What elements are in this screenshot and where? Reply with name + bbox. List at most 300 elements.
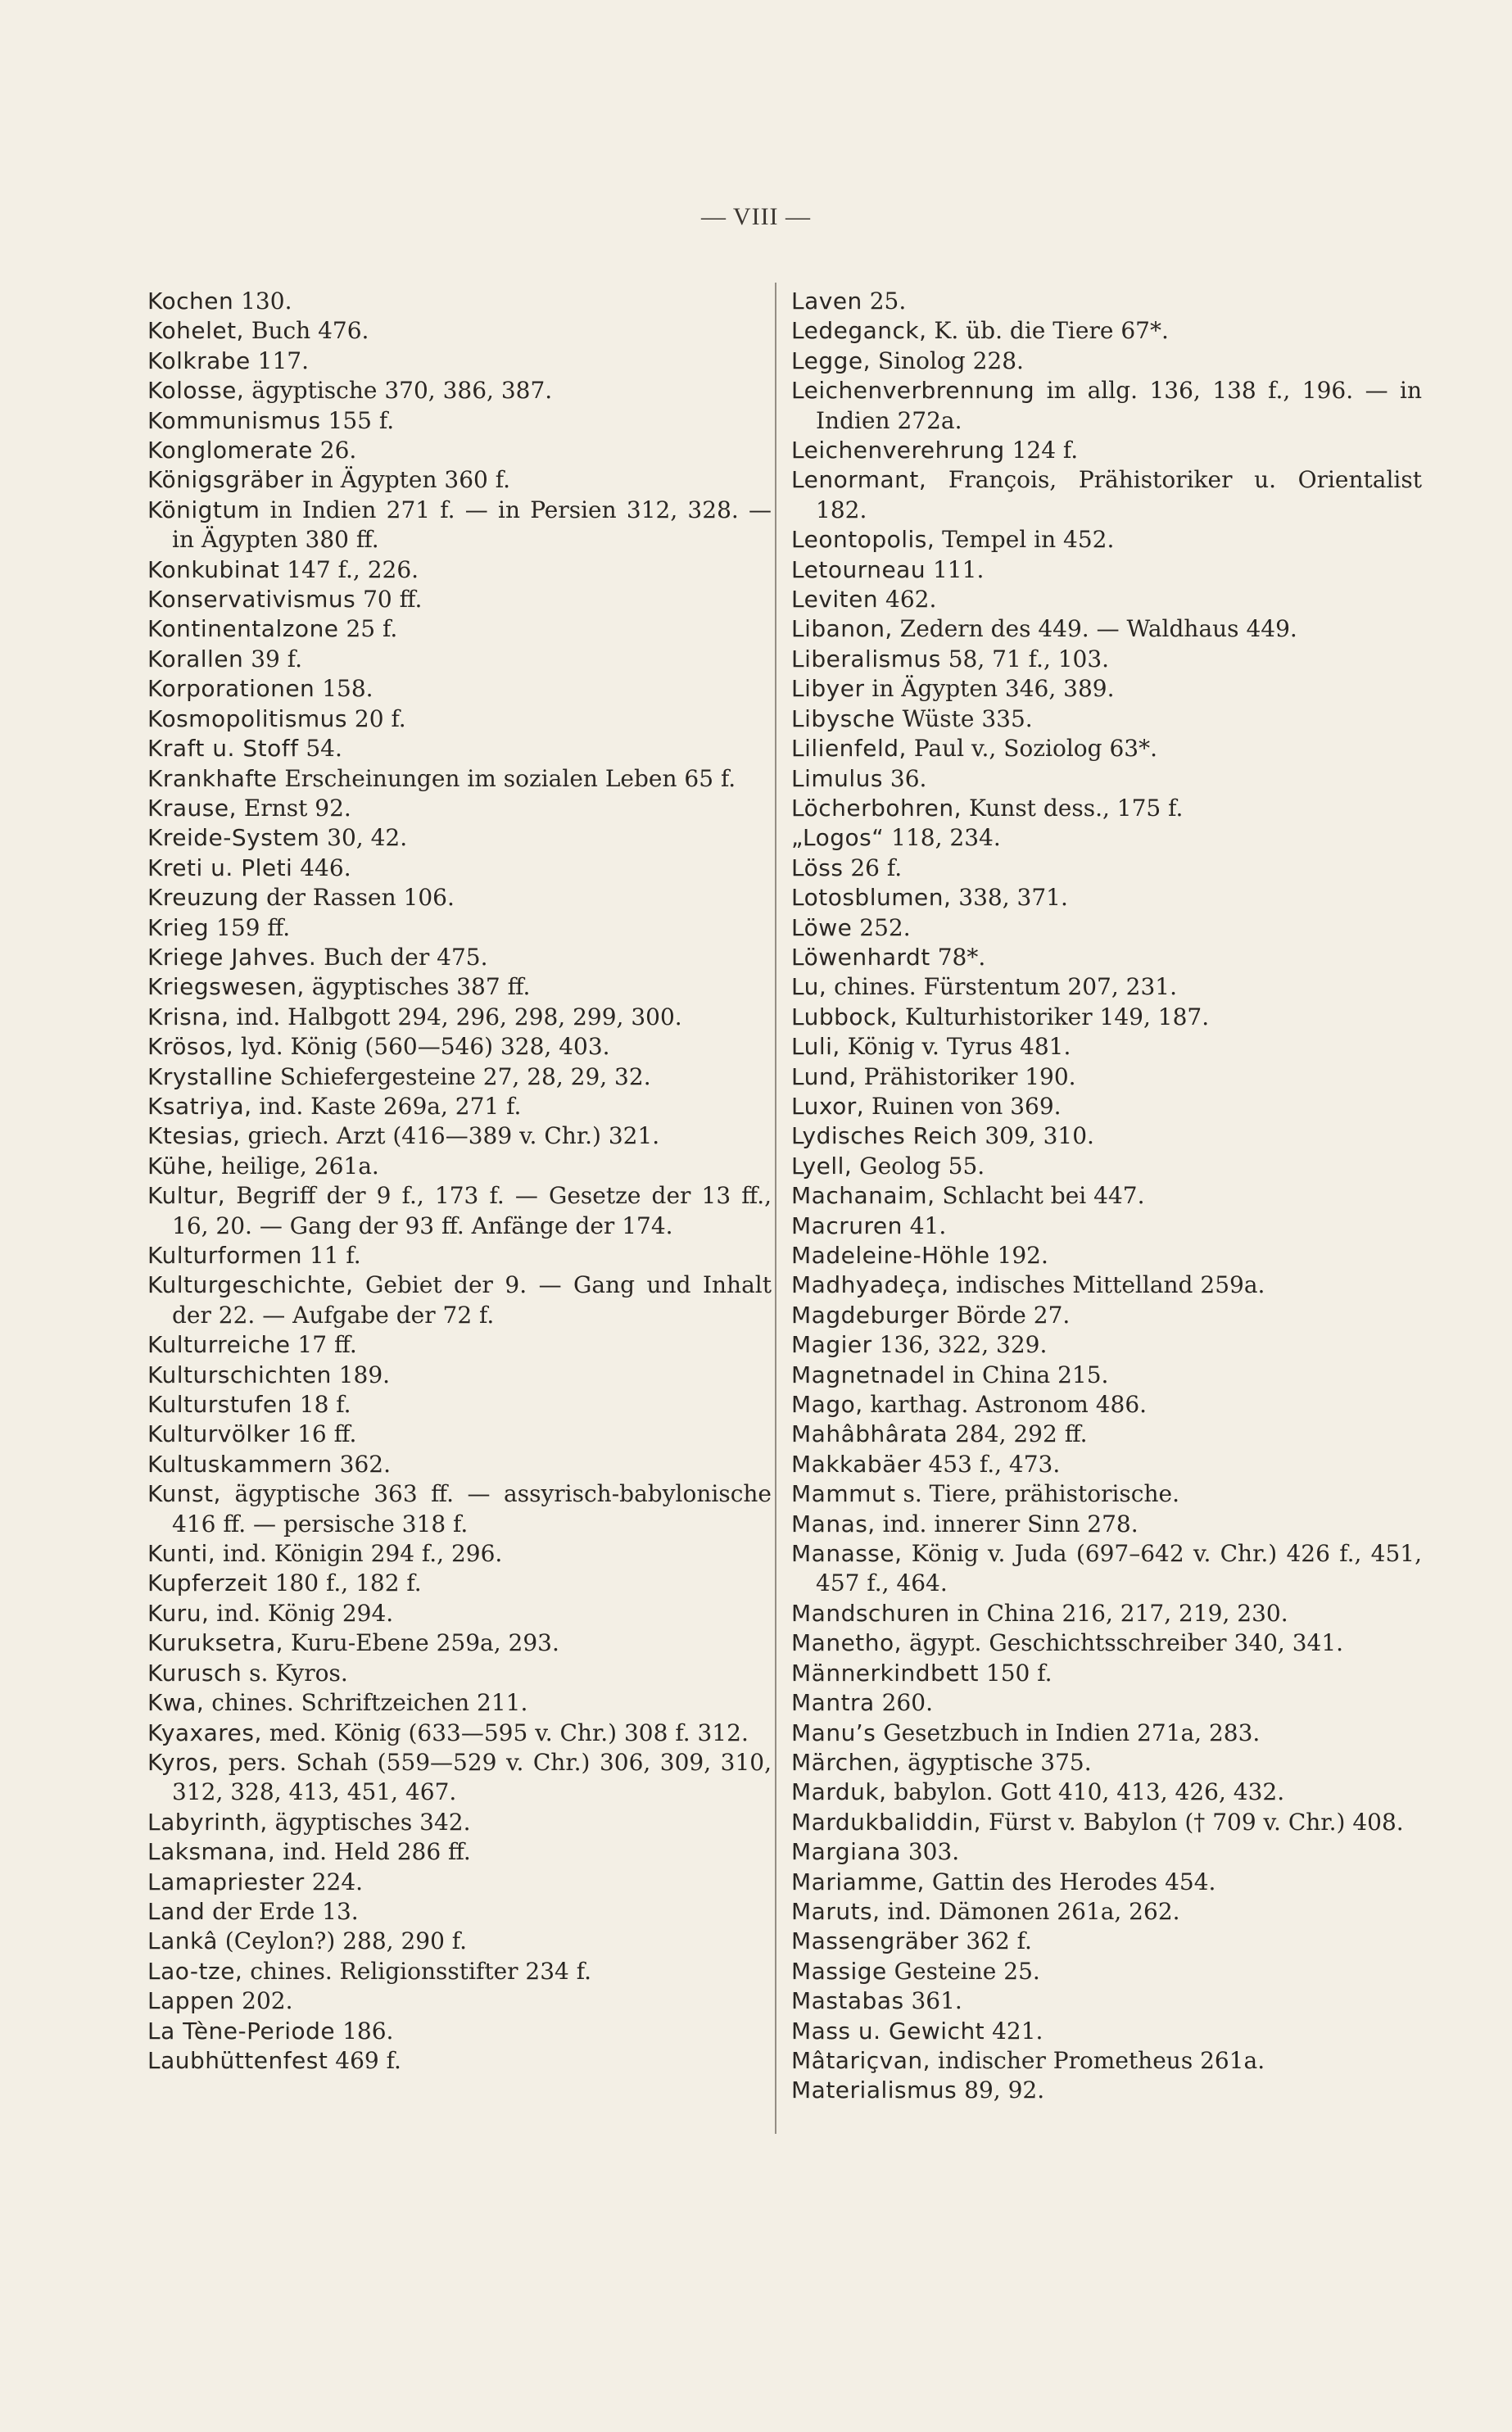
index-column-right <box>791 287 1422 2106</box>
index-entry <box>147 1390 772 1420</box>
index-entry <box>791 287 1422 316</box>
entry-references: ägyptische 370, 386, 387. <box>244 377 553 405</box>
index-entry <box>791 1986 1422 2016</box>
index-entry <box>147 1152 772 1181</box>
index-entry <box>147 1719 772 1748</box>
index-entry <box>791 913 1422 943</box>
entry-headword: Kyros, <box>147 1748 220 1776</box>
index-entry <box>147 1062 772 1092</box>
entry-references: 39 f. <box>243 645 303 673</box>
index-entry <box>791 1361 1422 1390</box>
entry-references: K. üb. die Tiere 67*. <box>926 317 1169 345</box>
entry-references: Kuru-Ebene 259a, 293. <box>283 1629 559 1657</box>
entry-headword: Kreuzung <box>147 884 260 912</box>
index-entry <box>791 1510 1422 1539</box>
entry-headword: Mahâbhârata <box>791 1420 948 1448</box>
entry-references: 260. <box>874 1689 933 1717</box>
entry-references: 462. <box>878 586 937 614</box>
entry-headword: Leichenverehrung <box>791 437 1005 464</box>
entry-references: Gattin des Herodes 454. <box>924 1868 1216 1895</box>
entry-references: 155 f. <box>320 406 395 434</box>
entry-references: Wüste 335. <box>894 704 1033 732</box>
entry-references: 17 ff. <box>290 1331 357 1359</box>
entry-references: 26 f. <box>843 854 903 881</box>
entry-headword: Kuru, <box>147 1599 210 1627</box>
entry-references: 20 f. <box>347 704 406 732</box>
entry-headword: Laksmana, <box>147 1838 276 1866</box>
entry-references: ind. Dämonen 261a, 262. <box>880 1897 1180 1925</box>
entry-references: 159 ff. <box>209 913 291 941</box>
entry-references: 309, 310. <box>977 1122 1094 1150</box>
entry-headword: Mass u. Gewicht <box>791 2017 985 2045</box>
index-entry <box>147 1957 772 1986</box>
entry-headword: La Tène-Periode <box>147 2017 336 2045</box>
entry-references: Schiefergesteine 27, 28, 29, 32. <box>272 1062 651 1090</box>
entry-references: Kulturhistoriker 149, 187. <box>898 1003 1210 1030</box>
entry-references: 78*. <box>930 943 986 971</box>
entry-references: 362 f. <box>958 1927 1032 1955</box>
page-number: — VIII — <box>700 203 812 230</box>
index-entry <box>791 883 1422 913</box>
entry-headword: Libanon, <box>791 615 893 643</box>
index-entry <box>791 854 1422 883</box>
index-entry <box>147 1032 772 1062</box>
entry-headword: Königtum <box>147 496 260 523</box>
entry-headword: Lydisches Reich <box>791 1122 978 1150</box>
index-entry <box>791 1152 1422 1181</box>
entry-headword: Manasse, <box>791 1540 903 1568</box>
entry-headword: Madhyadeça, <box>791 1271 949 1299</box>
entry-headword: Märchen, <box>791 1748 901 1776</box>
entry-references: ägyptische 375. <box>900 1748 1092 1776</box>
entry-headword: Kreide-System <box>147 824 320 852</box>
entry-references: 361. <box>903 1987 962 2015</box>
index-entry <box>791 1927 1422 1956</box>
entry-headword: Libyer <box>791 675 865 703</box>
entry-headword: Maruts, <box>791 1897 880 1925</box>
entry-references: 303. <box>900 1838 960 1866</box>
entry-headword: Lu, <box>791 973 827 1001</box>
entry-headword: Kultur, <box>147 1182 226 1210</box>
entry-headword: Krystalline <box>147 1062 273 1090</box>
index-entry <box>791 1868 1422 1897</box>
entry-headword: Löwe <box>791 913 853 941</box>
index-entry <box>147 346 772 376</box>
entry-references: Gebiet der 9. — Gang und Inhalt der 22. — Aufgabe der 72 f. <box>172 1271 772 1329</box>
entry-headword: Kunti, <box>147 1540 216 1568</box>
index-entry <box>147 465 772 495</box>
entry-references: der Erde 13. <box>205 1897 359 1925</box>
index-entry <box>147 585 772 614</box>
entry-headword: Löss <box>791 854 844 881</box>
entry-headword: Löcherbohren, <box>791 794 962 822</box>
entry-headword: Mammut <box>791 1480 896 1508</box>
index-entry <box>147 645 772 674</box>
entry-references: 446. <box>292 854 351 881</box>
entry-headword: Kohelet, <box>147 317 244 345</box>
entry-references: 25. <box>862 288 907 315</box>
entry-references: 58, 71 f., 103. <box>940 645 1110 673</box>
index-entry <box>791 1330 1422 1360</box>
index-entry <box>147 1181 772 1241</box>
entry-references: Buch 476. <box>243 317 369 345</box>
index-entry <box>147 854 772 883</box>
entry-headword: Magnetnadel <box>791 1361 946 1388</box>
entry-references: ägyptische 363 ff. — assyrisch-babylonische 416 ff. — persische 318 f. <box>172 1480 772 1538</box>
entry-references: 150 f. <box>979 1659 1053 1687</box>
entry-references: Begriff der 9 f., 173 f. — Gesetze der 13 ff., 16, 20. — Gang der 93 ff. Anfänge der 174. <box>172 1182 772 1239</box>
entry-references: 453 f., 473. <box>921 1450 1061 1478</box>
entry-references: babylon. Gott 410, 413, 426, 432. <box>886 1778 1285 1806</box>
entry-references: 180 f., 182 f. <box>267 1569 422 1597</box>
entry-references: indisches Mittelland 259a. <box>948 1271 1265 1299</box>
entry-references: 469 f. <box>328 2046 401 2074</box>
entry-references: 118, 234. <box>884 824 1001 852</box>
index-entry <box>791 1688 1422 1718</box>
index-entry <box>791 465 1422 525</box>
entry-headword: Lenormant, <box>791 466 927 494</box>
entry-references: 189. <box>331 1361 391 1388</box>
index-entry <box>791 1897 1422 1927</box>
entry-headword: Lubbock, <box>791 1003 899 1030</box>
entry-references: ägyptisches 342. <box>267 1808 471 1836</box>
entry-headword: Kulturschichten <box>147 1361 332 1388</box>
entry-references: 89, 92. <box>957 2076 1045 2104</box>
entry-headword: Luxor, <box>791 1092 865 1120</box>
entry-references: 25 f. <box>338 615 398 643</box>
index-entry <box>147 1361 772 1390</box>
entry-headword: Korallen <box>147 645 244 673</box>
index-entry <box>147 794 772 823</box>
index-entry <box>791 1420 1422 1449</box>
entry-references: pers. Schah (559—529 v. Chr.) 306, 309, 310, 312, 328, 413, 451, 467. <box>172 1748 772 1806</box>
entry-headword: Kraft u. Stoff <box>147 735 299 763</box>
index-entry <box>791 1479 1422 1509</box>
entry-headword: Ksatriya, <box>147 1092 252 1120</box>
index-entry <box>791 346 1422 376</box>
entry-headword: Madeleine-Höhle <box>791 1242 990 1269</box>
entry-headword: Makkabäer <box>791 1450 921 1478</box>
entry-headword: Magdeburger <box>791 1301 949 1329</box>
entry-headword: Massige <box>791 1957 887 1985</box>
index-entry <box>147 883 772 913</box>
entry-references: ind. Halbgott 294, 296, 298, 299, 300. <box>229 1003 682 1030</box>
entry-headword: Männerkindbett <box>791 1659 980 1687</box>
entry-headword: Lankâ <box>147 1927 218 1955</box>
index-entry <box>147 1420 772 1449</box>
entry-references: 186. <box>335 2017 394 2045</box>
index-entry <box>147 913 772 943</box>
index-entry <box>147 674 772 704</box>
entry-references: in Ägypten 346, 389. <box>864 675 1115 703</box>
entry-headword: Krause, <box>147 794 237 822</box>
entry-headword: Mariamme, <box>791 1868 925 1895</box>
index-entry <box>791 2076 1422 2105</box>
entry-references: in Ägypten 360 f. <box>303 466 510 494</box>
entry-headword: Leontopolis, <box>791 526 935 554</box>
entry-headword: Kulturreiche <box>147 1331 291 1359</box>
entry-headword: Kochen <box>147 288 234 315</box>
index-entry <box>791 1390 1422 1420</box>
entry-headword: Kommunismus <box>147 406 321 434</box>
entry-references: 11 f. <box>301 1242 361 1269</box>
entry-headword: Materialismus <box>791 2076 957 2104</box>
entry-headword: Kuruksetra, <box>147 1629 284 1657</box>
index-entry <box>791 1121 1422 1151</box>
entry-headword: Lotosblumen, <box>791 884 952 912</box>
index-entry <box>147 823 772 853</box>
entry-references: ind. Kaste 269a, 271 f. <box>251 1092 522 1120</box>
entry-references: s. Kyros. <box>242 1659 348 1687</box>
entry-headword: Konservativismus <box>147 586 356 614</box>
entry-headword: Laubhüttenfest <box>147 2046 328 2074</box>
entry-headword: Kunst, <box>147 1480 221 1508</box>
entry-references: 136, 322, 329. <box>871 1331 1048 1359</box>
entry-headword: Lao-tze, <box>147 1957 243 1985</box>
entry-references: 421. <box>985 2017 1043 2045</box>
index-entry <box>791 1808 1422 1837</box>
index-entry <box>791 316 1422 346</box>
entry-references: Zedern des 449. — Waldhaus 449. <box>892 615 1297 643</box>
entry-headword: Margiana <box>791 1838 901 1866</box>
entry-references: Prähistoriker 190. <box>856 1062 1076 1090</box>
index-entry <box>147 734 772 763</box>
entry-headword: Lilienfeld, <box>791 735 907 763</box>
entry-headword: Mago, <box>791 1391 863 1419</box>
index-entry <box>791 794 1422 823</box>
index-entry <box>147 1688 772 1718</box>
entry-headword: Lamapriester <box>147 1868 305 1895</box>
index-entry <box>147 1868 772 1897</box>
entry-references: Börde 27. <box>948 1301 1071 1329</box>
entry-references: Gesteine 25. <box>886 1957 1040 1985</box>
entry-headword: Ktesias, <box>147 1122 241 1150</box>
entry-headword: Kulturstufen <box>147 1391 292 1419</box>
entry-headword: Kriegswesen, <box>147 973 305 1001</box>
index-entry <box>791 614 1422 644</box>
index-entry <box>147 1003 772 1032</box>
index-entry <box>791 1599 1422 1628</box>
index-entry <box>147 316 772 346</box>
entry-headword: Kolosse, <box>147 377 245 405</box>
index-entry <box>791 1719 1422 1748</box>
entry-headword: Limulus <box>791 764 884 792</box>
entry-headword: Krisna, <box>147 1003 229 1030</box>
index-entry <box>791 1032 1422 1062</box>
index-entry <box>791 2017 1422 2046</box>
entry-references: Tempel in 452. <box>935 526 1115 554</box>
entry-references: 252. <box>852 913 911 941</box>
entry-references: François, Prähistoriker u. Orientalist 182. <box>816 466 1422 523</box>
entry-references: 284, 292 ff. <box>948 1420 1088 1448</box>
index-entry <box>791 1748 1422 1778</box>
entry-headword: Massengräber <box>791 1927 959 1955</box>
entry-headword: Kyaxares, <box>147 1719 262 1746</box>
entry-references: 117. <box>250 346 310 374</box>
entry-headword: Macruren <box>791 1211 903 1239</box>
entry-references: heilige, 261a. <box>214 1152 379 1180</box>
index-entry <box>147 496 772 555</box>
entry-references: griech. Arzt (416—389 v. Chr.) 321. <box>240 1122 660 1150</box>
index-entry <box>791 1778 1422 1807</box>
index-entry <box>791 1628 1422 1658</box>
entry-headword: Kupferzeit <box>147 1569 268 1597</box>
index-entry <box>147 2017 772 2046</box>
index-entry <box>147 436 772 465</box>
entry-headword: Kühe, <box>147 1152 215 1180</box>
entry-references: König v. Juda (697–642 v. Chr.) 426 f., 451, 457 f., 464. <box>816 1540 1422 1597</box>
entry-headword: Legge, <box>791 346 871 374</box>
index-entry <box>147 704 772 734</box>
index-entry <box>791 823 1422 853</box>
entry-references: ind. König 294. <box>209 1599 394 1627</box>
entry-references: Ernst 92. <box>237 794 351 822</box>
entry-references: med. König (633—595 v. Chr.) 308 f. 312. <box>261 1719 749 1746</box>
index-entry <box>791 1211 1422 1241</box>
entry-references: 202. <box>234 1987 293 2015</box>
entry-references: Fürst v. Babylon († 709 v. Chr.) 408. <box>981 1808 1404 1836</box>
index-entry <box>147 1330 772 1360</box>
index-entry <box>791 1450 1422 1479</box>
index-entry <box>791 943 1422 972</box>
entry-headword: Kurusch <box>147 1659 242 1687</box>
entry-headword: Laven <box>791 288 862 315</box>
entry-headword: Ledeganck, <box>791 317 927 345</box>
index-entry <box>791 674 1422 704</box>
entry-references: Buch der 475. <box>316 943 488 971</box>
entry-references: in China 216, 217, 219, 230. <box>949 1599 1288 1627</box>
entry-references: Ruinen von 369. <box>864 1092 1062 1120</box>
index-entry <box>147 1599 772 1628</box>
entry-references: 158. <box>315 675 373 703</box>
entry-references: 54. <box>298 735 342 763</box>
entry-headword: Königsgräber <box>147 466 304 494</box>
entry-headword: Kulturvölker <box>147 1420 291 1448</box>
index-entry <box>791 1092 1422 1121</box>
index-entry <box>147 1986 772 2016</box>
entry-references: 41. <box>902 1211 947 1239</box>
entry-references: Paul v., Soziolog 63*. <box>906 735 1157 763</box>
index-entry <box>791 1659 1422 1688</box>
index-entry <box>147 1121 772 1151</box>
entry-references: im allg. 136, 138 f., 196. — in Indien 272a. <box>816 377 1422 434</box>
index-entry <box>147 1270 772 1330</box>
index-entry <box>147 1479 772 1539</box>
entry-references: der Rassen 106. <box>259 884 455 912</box>
entry-headword: Kulturgeschichte, <box>147 1271 354 1299</box>
entry-headword: Leviten <box>791 586 879 614</box>
entry-references: 36. <box>883 764 927 792</box>
entry-references: 26. <box>312 437 357 464</box>
index-entry <box>791 1003 1422 1032</box>
entry-headword: Manas, <box>791 1510 876 1538</box>
entry-headword: Kolkrabe <box>147 346 251 374</box>
index-entry <box>791 585 1422 614</box>
index-entry <box>147 1748 772 1808</box>
entry-headword: Mâtariçvan, <box>791 2046 931 2074</box>
entry-references: ägypt. Geschichtsschreiber 340, 341. <box>902 1629 1344 1657</box>
entry-headword: Lund, <box>791 1062 857 1090</box>
entry-references: Sinolog 228. <box>871 346 1024 374</box>
entry-references: 16 ff. <box>290 1420 357 1448</box>
index-entry <box>147 1927 772 1956</box>
index-entry <box>147 1808 772 1837</box>
entry-headword: Kreti u. Pleti <box>147 854 293 881</box>
entry-headword: Liberalismus <box>791 645 941 673</box>
entry-headword: Mantra <box>791 1689 875 1717</box>
entry-headword: Manetho, <box>791 1629 903 1657</box>
index-entry <box>791 1301 1422 1330</box>
entry-headword: Libysche <box>791 704 895 732</box>
entry-references: (Ceylon?) 288, 290 f. <box>217 1927 468 1955</box>
entry-headword: Kosmopolitismus <box>147 704 348 732</box>
index-entry <box>147 614 772 644</box>
entry-headword: Löwenhardt <box>791 943 930 971</box>
index-entry <box>147 287 772 316</box>
entry-references: Schlacht bei 447. <box>935 1182 1145 1210</box>
entry-headword: Letourneau <box>791 555 926 583</box>
index-entry <box>147 376 772 405</box>
index-entry <box>147 943 772 972</box>
index-entry <box>791 555 1422 585</box>
index-entry <box>147 1837 772 1867</box>
entry-references: Gesetzbuch in Indien 271a, 283. <box>876 1719 1261 1746</box>
entry-headword: Marduk, <box>791 1778 887 1806</box>
index-entry <box>791 734 1422 763</box>
index-entry <box>791 1181 1422 1211</box>
entry-headword: Kultuskammern <box>147 1450 333 1478</box>
entry-references: 111. <box>926 555 985 583</box>
entry-references: in China 215. <box>945 1361 1109 1388</box>
entry-headword: Mastabas <box>791 1987 904 2015</box>
index-entry <box>147 972 772 1002</box>
index-column-left <box>147 287 772 2076</box>
entry-references: 130. <box>233 288 292 315</box>
entry-references: Geolog 55. <box>852 1152 985 1180</box>
index-entry <box>791 704 1422 734</box>
entry-headword: „Logos“ <box>791 824 885 852</box>
entry-references: König v. Tyrus 481. <box>840 1033 1071 1061</box>
entry-headword: Luli, <box>791 1033 840 1061</box>
index-entry <box>791 2046 1422 2076</box>
index-entry <box>147 1450 772 1479</box>
index-entry <box>147 764 772 794</box>
entry-headword: Kontinentalzone <box>147 615 339 643</box>
index-entry <box>147 1539 772 1569</box>
entry-headword: Mardukbaliddin, <box>791 1808 982 1836</box>
index-entry <box>791 972 1422 1002</box>
index-entry <box>791 645 1422 674</box>
index-entry <box>147 1092 772 1121</box>
entry-references: 362. <box>332 1450 391 1478</box>
entry-references: 192. <box>989 1242 1048 1269</box>
entry-references: Kunst dess., 175 f. <box>962 794 1184 822</box>
entry-headword: Kriege Jahves. <box>147 943 317 971</box>
index-entry <box>791 764 1422 794</box>
entry-headword: Labyrinth, <box>147 1808 268 1836</box>
entry-headword: Kwa, <box>147 1689 205 1717</box>
entry-references: 147 f., 226. <box>279 555 419 583</box>
entry-references: 124 f. <box>1004 437 1079 464</box>
index-entry <box>147 406 772 436</box>
index-entry <box>791 436 1422 465</box>
entry-references: s. Tiere, prähistorische. <box>895 1480 1179 1508</box>
index-entry <box>147 555 772 585</box>
entry-headword: Magier <box>791 1331 872 1359</box>
entry-references: ind. innerer Sinn 278. <box>875 1510 1139 1538</box>
index-entry <box>791 1957 1422 1986</box>
entry-references: chines. Fürstentum 207, 231. <box>826 973 1178 1001</box>
